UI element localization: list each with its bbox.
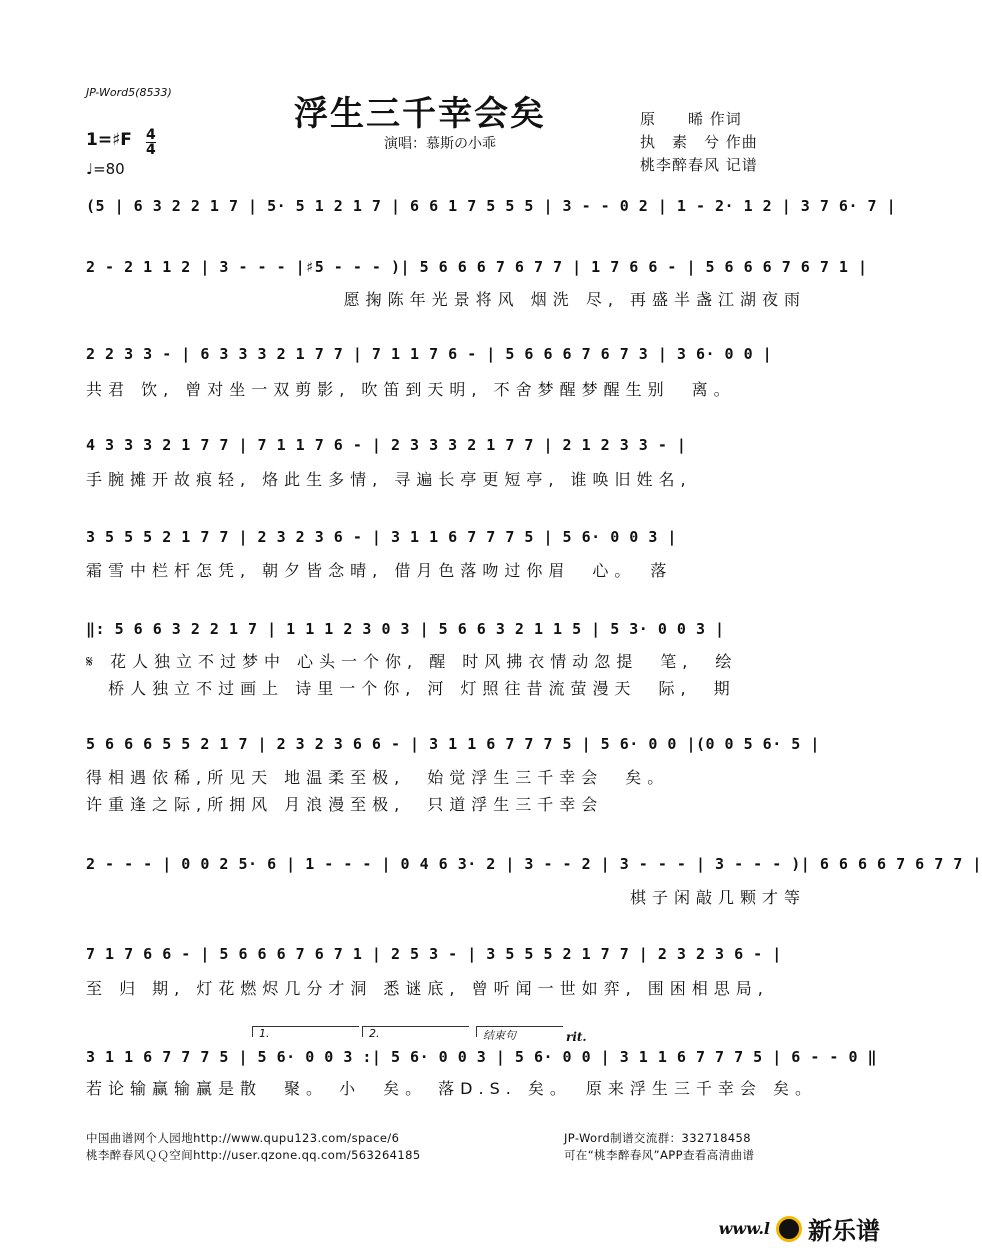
score-row-2: 2 - 2 1 1 2 | 3 - - - |♯5 - - - )| 5 6 6 6 7 6 7 7 | 1 7 6 6 - | 5 6 6 6 7 6 7 1 | — [86, 258, 868, 276]
ritardando-mark: rit. — [566, 1030, 587, 1044]
tempo-mark: ♩=80 — [86, 160, 125, 178]
lyric-row-6-verse-1: 𝄋 花人独立不过梦中 心头一个你, 醒 时风拂衣情动忽提 笔, 绘 — [86, 652, 738, 671]
footer-link-qzone[interactable]: 桃李醉春风ＱＱ空间http://user.qzone.qq.com/563264185 — [86, 1148, 421, 1162]
key-signature: 1=♯F — [86, 130, 132, 150]
composer-credit: 执 素 兮 作曲 — [640, 133, 758, 151]
footer-link-qupu[interactable]: 中国曲谱网个人园地http://www.qupu123.com/space/6 — [86, 1131, 400, 1145]
lyric-row-8: 棋子闲敲几颗才等 — [629, 888, 806, 907]
singer-credit: 演唱：慕斯の小乖 — [384, 136, 496, 152]
score-row-10: 3 1 1 6 7 7 7 5 | 5 6· 0 0 3 :| 5 6· 0 0 3 | 5 6· 0 0 | 3 1 1 6 7 7 7 5 | 6 - - 0 ‖ — [86, 1048, 878, 1066]
record-disc-icon — [776, 1216, 802, 1242]
lyric-row-5: 霜雪中栏杆怎凭, 朝夕皆念晴, 借月色落吻过你眉 心。 落 — [86, 561, 673, 580]
score-row-8: 2 - - - | 0 0 2 5· 6 | 1 - - - | 0 4 6 3· 2 | 3 - - 2 | 3 - - - | 3 - - - )| 6 6 6 6 7 6 7 7 | — [86, 855, 982, 873]
lyric-row-6-verse-2: 桥人独立不过画上 诗里一个你, 河 灯照往昔流萤漫天 际, 期 — [86, 679, 736, 698]
lyric-row-3: 共君 饮, 曾对坐一双剪影, 吹笛到天明, 不舍梦醒梦醒生别 离。 — [86, 380, 736, 399]
logo-url-text: www.l — [718, 1219, 770, 1238]
volta-2: 2. — [362, 1026, 469, 1037]
score-row-4: 4 3 3 3 2 1 7 7 | 7 1 1 7 6 - | 2 3 3 3 2 1 7 7 | 2 1 2 3 3 - | — [86, 436, 687, 454]
score-row-6: ‖: 5 6 6 3 2 2 1 7 | 1 1 1 2 3 0 3 | 5 6 6 3 2 1 1 5 | 5 3· 0 0 3 | — [86, 620, 725, 638]
site-logo[interactable] — [719, 1211, 880, 1246]
footer-group-info: JP-Word制谱交流群：332718458 — [564, 1131, 751, 1145]
transcriber-credit: 桃李醉春风 记谱 — [640, 156, 758, 174]
score-row-5: 3 5 5 5 2 1 7 7 | 2 3 2 3 6 - | 3 1 1 6 7 7 7 5 | 5 6· 0 0 3 | — [86, 528, 677, 546]
score-row-7: 5 6 6 6 5 5 2 1 7 | 2 3 2 3 6 6 - | 3 1 1 6 7 7 7 5 | 5 6· 0 0 |(0 0 5 6· 5 | — [86, 735, 820, 753]
software-label: JP-Word5(8533) — [86, 86, 172, 99]
lyric-row-2: 愿掬陈年光景将风 烟洗 尽, 再盛半盏江湖夜雨 — [343, 290, 806, 309]
score-row-9: 7 1 7 6 6 - | 5 6 6 6 7 6 7 1 | 2 5 3 - | 3 5 5 5 2 1 7 7 | 2 3 2 3 6 - | — [86, 945, 782, 963]
score-row-1: (5 | 6 3 2 2 1 7 | 5· 5 1 2 1 7 | 6 6 1 7 5 5 5 | 3 - - 0 2 | 1 - 2· 1 2 | 3 7 6· 7 | — [86, 197, 897, 215]
time-signature-bottom: 4 — [146, 142, 156, 158]
lyric-row-10: 若论输赢输赢是散 聚。 小 矣。 落D.S. 矣。 原来浮生三千幸会 矣。 — [86, 1079, 817, 1098]
time-signature-top: 4 — [146, 127, 156, 143]
footer-app-info: 可在“桃李醉春风”APP查看高清曲谱 — [564, 1148, 755, 1162]
lyric-row-7-verse-1: 得相遇依稀,所见天 地温柔至极, 始觉浮生三千幸会 矣。 — [86, 768, 670, 787]
time-signature — [146, 128, 156, 157]
score-row-3: 2 2 3 3 - | 6 3 3 3 2 1 7 7 | 7 1 1 7 6 - | 5 6 6 6 7 6 7 3 | 3 6· 0 0 | — [86, 345, 773, 363]
ending-label: 结束句 — [476, 1026, 563, 1037]
song-title: 浮生三千幸会矣 — [294, 94, 546, 134]
lyric-row-4: 手腕摊开故痕轻, 烙此生多情, 寻遍长亭更短亭, 谁唤旧姓名, — [86, 470, 692, 489]
lyricist-credit: 原 晞 作词 — [640, 110, 742, 128]
logo-brand-text: 新乐谱 — [808, 1217, 880, 1245]
lyric-row-7-verse-2: 许重逢之际,所拥风 月浪漫至极, 只道浮生三千幸会 — [86, 795, 604, 814]
lyric-row-9: 至 归 期, 灯花燃烬几分才洞 悉谜底, 曾听闻一世如弈, 围困相思局, — [86, 979, 769, 998]
volta-1: 1. — [252, 1026, 359, 1037]
